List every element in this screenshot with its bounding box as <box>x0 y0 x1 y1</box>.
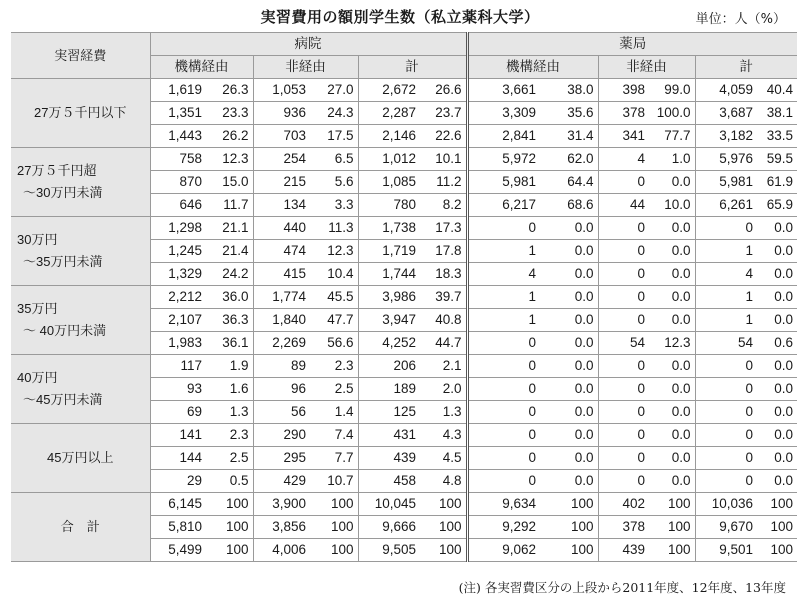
count-cell: 0 <box>467 447 539 470</box>
table-row <box>11 424 797 447</box>
row-group-label-line: 合 計 <box>60 519 100 534</box>
percent-cell: 68.6 <box>539 194 598 217</box>
table-row <box>11 79 797 102</box>
count-cell: 458 <box>358 470 419 493</box>
count-cell: 254 <box>253 148 309 171</box>
percent-cell: 0.0 <box>648 470 695 493</box>
count-cell: 431 <box>358 424 419 447</box>
count-cell: 0 <box>598 378 648 401</box>
percent-cell: 0.0 <box>539 263 598 286</box>
count-cell: 0 <box>695 401 756 424</box>
percent-cell: 12.3 <box>648 332 695 355</box>
percent-cell: 100 <box>309 493 358 516</box>
percent-cell: 0.0 <box>756 470 797 493</box>
count-cell: 3,661 <box>467 79 539 102</box>
percent-cell: 0.0 <box>756 286 797 309</box>
percent-cell: 35.6 <box>539 102 598 125</box>
count-cell: 54 <box>598 332 648 355</box>
count-cell: 0 <box>467 355 539 378</box>
count-cell: 0 <box>598 447 648 470</box>
percent-cell: 100 <box>419 539 467 562</box>
count-cell: 3,182 <box>695 125 756 148</box>
row-group-label-line: 27万５千円超 <box>17 163 97 178</box>
row-group-label-line: 27万５千円以下 <box>34 105 127 120</box>
percent-cell: 39.7 <box>419 286 467 309</box>
count-cell: 0 <box>695 470 756 493</box>
percent-cell: 4.8 <box>419 470 467 493</box>
row-group-label-line: 〜30万円未満 <box>23 185 103 200</box>
count-cell: 0 <box>598 217 648 240</box>
count-cell: 2,212 <box>150 286 205 309</box>
percent-cell: 65.9 <box>756 194 797 217</box>
percent-cell: 100 <box>756 539 797 562</box>
count-cell: 1,351 <box>150 102 205 125</box>
percent-cell: 24.3 <box>309 102 358 125</box>
percent-cell: 0.0 <box>648 171 695 194</box>
percent-cell: 0.0 <box>648 309 695 332</box>
count-cell: 398 <box>598 79 648 102</box>
percent-cell: 1.4 <box>309 401 358 424</box>
count-cell: 3,947 <box>358 309 419 332</box>
percent-cell: 0.0 <box>756 240 797 263</box>
count-cell: 6,145 <box>150 493 205 516</box>
percent-cell: 38.0 <box>539 79 598 102</box>
percent-cell: 17.8 <box>419 240 467 263</box>
count-cell: 0 <box>695 355 756 378</box>
count-cell: 1 <box>695 240 756 263</box>
table-body <box>11 79 797 562</box>
percent-cell: 17.5 <box>309 125 358 148</box>
percent-cell: 100 <box>756 516 797 539</box>
count-cell: 1,298 <box>150 217 205 240</box>
count-cell: 5,981 <box>467 171 539 194</box>
count-cell: 1,245 <box>150 240 205 263</box>
percent-cell: 27.0 <box>309 79 358 102</box>
count-cell: 9,634 <box>467 493 539 516</box>
count-cell: 5,972 <box>467 148 539 171</box>
percent-cell: 11.7 <box>205 194 253 217</box>
count-cell: 9,292 <box>467 516 539 539</box>
percent-cell: 100 <box>309 516 358 539</box>
header-corner: 実習経費 <box>11 33 150 79</box>
percent-cell: 0.0 <box>539 332 598 355</box>
percent-cell: 21.4 <box>205 240 253 263</box>
count-cell: 206 <box>358 355 419 378</box>
count-cell: 1 <box>695 309 756 332</box>
count-cell: 1,053 <box>253 79 309 102</box>
subheader-cell: 機構経由 <box>467 56 598 79</box>
percent-cell: 0.0 <box>539 378 598 401</box>
count-cell: 5,499 <box>150 539 205 562</box>
percent-cell: 24.2 <box>205 263 253 286</box>
count-cell: 439 <box>598 539 648 562</box>
count-cell: 10,045 <box>358 493 419 516</box>
count-cell: 89 <box>253 355 309 378</box>
count-cell: 5,810 <box>150 516 205 539</box>
count-cell: 440 <box>253 217 309 240</box>
count-cell: 0 <box>598 263 648 286</box>
percent-cell: 0.0 <box>756 355 797 378</box>
header-pharmacy: 薬局 <box>467 33 797 56</box>
percent-cell: 36.3 <box>205 309 253 332</box>
subheader-cell: 機構経由 <box>150 56 253 79</box>
count-cell: 9,062 <box>467 539 539 562</box>
percent-cell: 1.9 <box>205 355 253 378</box>
percent-cell: 0.0 <box>648 378 695 401</box>
count-cell: 936 <box>253 102 309 125</box>
percent-cell: 23.3 <box>205 102 253 125</box>
row-group-label <box>11 79 150 148</box>
percent-cell: 100 <box>419 493 467 516</box>
count-cell: 1,774 <box>253 286 309 309</box>
percent-cell: 99.0 <box>648 79 695 102</box>
count-cell: 0 <box>695 378 756 401</box>
count-cell: 415 <box>253 263 309 286</box>
count-cell: 0 <box>598 401 648 424</box>
count-cell: 1,719 <box>358 240 419 263</box>
subheader-cell: 非経由 <box>253 56 358 79</box>
count-cell: 134 <box>253 194 309 217</box>
count-cell: 9,666 <box>358 516 419 539</box>
count-cell: 1,619 <box>150 79 205 102</box>
percent-cell: 2.5 <box>205 447 253 470</box>
header-hospital: 病院 <box>150 33 467 56</box>
percent-cell: 8.2 <box>419 194 467 217</box>
percent-cell: 77.7 <box>648 125 695 148</box>
footnote: (注) 各実習費区分の上段から2011年度、12年度、13年度 <box>458 580 786 595</box>
count-cell: 1,085 <box>358 171 419 194</box>
percent-cell: 44.7 <box>419 332 467 355</box>
count-cell: 93 <box>150 378 205 401</box>
count-cell: 0 <box>695 424 756 447</box>
percent-cell: 10.7 <box>309 470 358 493</box>
count-cell: 1,329 <box>150 263 205 286</box>
percent-cell: 62.0 <box>539 148 598 171</box>
percent-cell: 3.3 <box>309 194 358 217</box>
percent-cell: 2.5 <box>309 378 358 401</box>
count-cell: 378 <box>598 102 648 125</box>
count-cell: 1,738 <box>358 217 419 240</box>
count-cell: 69 <box>150 401 205 424</box>
percent-cell: 100 <box>419 516 467 539</box>
row-group-label <box>11 217 150 286</box>
count-cell: 0 <box>598 171 648 194</box>
percent-cell: 10.4 <box>309 263 358 286</box>
percent-cell: 4.5 <box>419 447 467 470</box>
percent-cell: 1.3 <box>419 401 467 424</box>
percent-cell: 0.0 <box>648 424 695 447</box>
percent-cell: 45.5 <box>309 286 358 309</box>
percent-cell: 0.0 <box>756 309 797 332</box>
count-cell: 4 <box>598 148 648 171</box>
percent-cell: 0.0 <box>539 309 598 332</box>
count-cell: 2,287 <box>358 102 419 125</box>
percent-cell: 40.4 <box>756 79 797 102</box>
count-cell: 125 <box>358 401 419 424</box>
percent-cell: 21.1 <box>205 217 253 240</box>
percent-cell: 100 <box>756 493 797 516</box>
percent-cell: 22.6 <box>419 125 467 148</box>
percent-cell: 1.6 <box>205 378 253 401</box>
percent-cell: 0.0 <box>648 286 695 309</box>
page-title: 実習費用の額別学生数（私立薬科大学） <box>260 8 540 26</box>
percent-cell: 0.0 <box>756 217 797 240</box>
percent-cell: 5.6 <box>309 171 358 194</box>
percent-cell: 0.0 <box>539 286 598 309</box>
percent-cell: 59.5 <box>756 148 797 171</box>
percent-cell: 0.5 <box>205 470 253 493</box>
count-cell: 9,670 <box>695 516 756 539</box>
count-cell: 2,841 <box>467 125 539 148</box>
count-cell: 215 <box>253 171 309 194</box>
percent-cell: 12.3 <box>205 148 253 171</box>
count-cell: 0 <box>467 378 539 401</box>
percent-cell: 11.3 <box>309 217 358 240</box>
percent-cell: 0.0 <box>648 263 695 286</box>
percent-cell: 12.3 <box>309 240 358 263</box>
row-group-label-line: 〜45万円未満 <box>23 392 103 407</box>
count-cell: 1,744 <box>358 263 419 286</box>
count-cell: 29 <box>150 470 205 493</box>
row-group-label <box>11 148 150 217</box>
count-cell: 0 <box>695 217 756 240</box>
percent-cell: 64.4 <box>539 171 598 194</box>
percent-cell: 26.3 <box>205 79 253 102</box>
percent-cell: 100 <box>205 516 253 539</box>
percent-cell: 0.0 <box>648 355 695 378</box>
count-cell: 5,981 <box>695 171 756 194</box>
percent-cell: 56.6 <box>309 332 358 355</box>
percent-cell: 18.3 <box>419 263 467 286</box>
row-group-label <box>11 355 150 424</box>
percent-cell: 0.0 <box>648 217 695 240</box>
count-cell: 0 <box>598 470 648 493</box>
percent-cell: 0.0 <box>539 424 598 447</box>
count-cell: 402 <box>598 493 648 516</box>
count-cell: 1,840 <box>253 309 309 332</box>
count-cell: 6,261 <box>695 194 756 217</box>
count-cell: 295 <box>253 447 309 470</box>
subheader-cell: 計 <box>695 56 797 79</box>
count-cell: 378 <box>598 516 648 539</box>
percent-cell: 1.0 <box>648 148 695 171</box>
row-group-label <box>11 424 150 493</box>
row-group-label-line: 35万円 <box>17 301 58 316</box>
percent-cell: 6.5 <box>309 148 358 171</box>
percent-cell: 33.5 <box>756 125 797 148</box>
percent-cell: 2.3 <box>309 355 358 378</box>
row-group-label-line: 〜 40万円未満 <box>23 323 107 338</box>
count-cell: 0 <box>598 424 648 447</box>
count-cell: 0 <box>467 332 539 355</box>
percent-cell: 0.0 <box>756 263 797 286</box>
percent-cell: 61.9 <box>756 171 797 194</box>
percent-cell: 100 <box>539 493 598 516</box>
count-cell: 4,252 <box>358 332 419 355</box>
row-group-label <box>11 286 150 355</box>
percent-cell: 100 <box>205 539 253 562</box>
percent-cell: 100 <box>205 493 253 516</box>
percent-cell: 0.0 <box>539 401 598 424</box>
count-cell: 117 <box>150 355 205 378</box>
percent-cell: 0.0 <box>756 378 797 401</box>
percent-cell: 0.0 <box>539 470 598 493</box>
table-row <box>11 493 797 516</box>
percent-cell: 7.7 <box>309 447 358 470</box>
count-cell: 10,036 <box>695 493 756 516</box>
percent-cell: 7.4 <box>309 424 358 447</box>
count-cell: 2,146 <box>358 125 419 148</box>
count-cell: 3,687 <box>695 102 756 125</box>
count-cell: 0 <box>695 447 756 470</box>
percent-cell: 100 <box>539 516 598 539</box>
count-cell: 0 <box>467 424 539 447</box>
percent-cell: 100 <box>309 539 358 562</box>
percent-cell: 38.1 <box>756 102 797 125</box>
unit-label: 単位：人（%） <box>695 12 786 27</box>
percent-cell: 0.0 <box>648 401 695 424</box>
count-cell: 1 <box>695 286 756 309</box>
count-cell: 1 <box>467 286 539 309</box>
count-cell: 0 <box>598 286 648 309</box>
row-group-label-line: 40万円 <box>17 370 58 385</box>
count-cell: 1 <box>467 240 539 263</box>
percent-cell: 2.1 <box>419 355 467 378</box>
percent-cell: 26.6 <box>419 79 467 102</box>
count-cell: 54 <box>695 332 756 355</box>
count-cell: 758 <box>150 148 205 171</box>
percent-cell: 0.0 <box>756 424 797 447</box>
count-cell: 1,012 <box>358 148 419 171</box>
count-cell: 96 <box>253 378 309 401</box>
count-cell: 6,217 <box>467 194 539 217</box>
percent-cell: 23.7 <box>419 102 467 125</box>
count-cell: 0 <box>598 355 648 378</box>
count-cell: 2,107 <box>150 309 205 332</box>
count-cell: 439 <box>358 447 419 470</box>
count-cell: 1,983 <box>150 332 205 355</box>
percent-cell: 15.0 <box>205 171 253 194</box>
percent-cell: 36.0 <box>205 286 253 309</box>
count-cell: 3,986 <box>358 286 419 309</box>
count-cell: 3,900 <box>253 493 309 516</box>
percent-cell: 0.0 <box>648 447 695 470</box>
count-cell: 341 <box>598 125 648 148</box>
count-cell: 4 <box>695 263 756 286</box>
count-cell: 56 <box>253 401 309 424</box>
percent-cell: 0.0 <box>539 240 598 263</box>
count-cell: 1,443 <box>150 125 205 148</box>
count-cell: 9,501 <box>695 539 756 562</box>
count-cell: 290 <box>253 424 309 447</box>
count-cell: 0 <box>598 309 648 332</box>
percent-cell: 0.0 <box>539 217 598 240</box>
count-cell: 141 <box>150 424 205 447</box>
percent-cell: 10.0 <box>648 194 695 217</box>
count-cell: 0 <box>467 401 539 424</box>
percent-cell: 31.4 <box>539 125 598 148</box>
count-cell: 3,309 <box>467 102 539 125</box>
percent-cell: 100 <box>648 516 695 539</box>
subheader-cell: 計 <box>358 56 467 79</box>
count-cell: 3,856 <box>253 516 309 539</box>
percent-cell: 0.0 <box>756 447 797 470</box>
student-count-table <box>11 32 797 562</box>
row-group-label <box>11 493 150 562</box>
percent-cell: 10.1 <box>419 148 467 171</box>
count-cell: 646 <box>150 194 205 217</box>
row-group-label-line: 45万円以上 <box>47 450 114 465</box>
percent-cell: 40.8 <box>419 309 467 332</box>
count-cell: 870 <box>150 171 205 194</box>
percent-cell: 0.0 <box>539 447 598 470</box>
count-cell: 0 <box>467 217 539 240</box>
count-cell: 429 <box>253 470 309 493</box>
percent-cell: 100.0 <box>648 102 695 125</box>
percent-cell: 36.1 <box>205 332 253 355</box>
percent-cell: 0.0 <box>756 401 797 424</box>
percent-cell: 100 <box>648 493 695 516</box>
row-group-label-line: 〜35万円未満 <box>23 254 103 269</box>
percent-cell: 2.0 <box>419 378 467 401</box>
table-row <box>11 148 797 171</box>
count-cell: 4,006 <box>253 539 309 562</box>
count-cell: 0 <box>598 240 648 263</box>
percent-cell: 1.3 <box>205 401 253 424</box>
subheader-cell: 非経由 <box>598 56 695 79</box>
count-cell: 703 <box>253 125 309 148</box>
count-cell: 2,269 <box>253 332 309 355</box>
count-cell: 2,672 <box>358 79 419 102</box>
count-cell: 4,059 <box>695 79 756 102</box>
count-cell: 5,976 <box>695 148 756 171</box>
count-cell: 0 <box>467 470 539 493</box>
count-cell: 780 <box>358 194 419 217</box>
row-group-label-line: 30万円 <box>17 232 58 247</box>
count-cell: 474 <box>253 240 309 263</box>
count-cell: 44 <box>598 194 648 217</box>
table-row <box>11 355 797 378</box>
percent-cell: 0.0 <box>539 355 598 378</box>
percent-cell: 11.2 <box>419 171 467 194</box>
percent-cell: 0.0 <box>648 240 695 263</box>
percent-cell: 47.7 <box>309 309 358 332</box>
count-cell: 189 <box>358 378 419 401</box>
count-cell: 144 <box>150 447 205 470</box>
table-row <box>11 286 797 309</box>
percent-cell: 17.3 <box>419 217 467 240</box>
count-cell: 1 <box>467 309 539 332</box>
count-cell: 9,505 <box>358 539 419 562</box>
table-row <box>11 217 797 240</box>
percent-cell: 4.3 <box>419 424 467 447</box>
percent-cell: 2.3 <box>205 424 253 447</box>
percent-cell: 0.6 <box>756 332 797 355</box>
percent-cell: 100 <box>648 539 695 562</box>
percent-cell: 100 <box>539 539 598 562</box>
count-cell: 4 <box>467 263 539 286</box>
percent-cell: 26.2 <box>205 125 253 148</box>
